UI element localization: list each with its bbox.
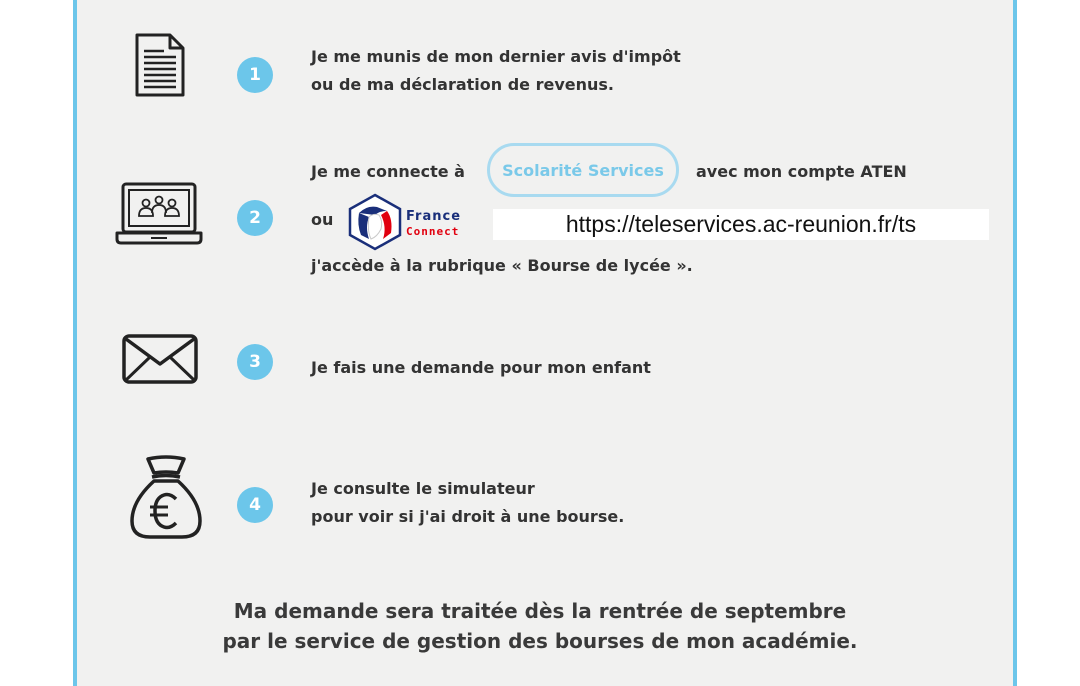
step-1-text-line-2: ou de ma déclaration de revenus. [311,75,614,94]
money-bag-euro-icon [128,455,204,541]
france-connect-word-2: Connect [406,225,460,238]
step-4-text-line-1: Je consulte le simulateur [311,479,535,498]
step-2-text-suffix: avec mon compte ATEN [696,162,907,181]
step-2-or-text: ou [311,210,334,229]
step-3-badge: 3 [237,344,273,380]
laptop-users-icon [115,181,203,247]
france-connect-word-1: France [406,209,462,224]
scolarite-services-link[interactable]: Scolarité Services [487,143,679,197]
envelope-icon [122,334,198,384]
footer-line-1: Ma demande sera traitée dès la rentrée de septembre [233,599,847,623]
footer-line-2: par le service de gestion des bourses de mon académie. [222,629,858,653]
step-2-text-line-3: j'accède à la rubrique « Bourse de lycée ». [311,256,693,275]
step-3-text: Je fais une demande pour mon enfant [311,358,651,377]
step-2-badge: 2 [237,200,273,236]
step-1-text-line-1: Je me munis de mon dernier avis d'impôt [311,47,681,66]
info-panel [73,0,1017,686]
document-icon [134,33,186,97]
step-4-badge: 4 [237,487,273,523]
step-4-text-line-2: pour voir si j'ai droit à une bourse. [311,507,625,526]
france-connect-logo[interactable] [347,193,403,251]
step-2-text-prefix: Je me connecte à [311,162,465,181]
step-1-badge: 1 [237,57,273,93]
teleservices-url[interactable]: https://teleservices.ac-reunion.fr/ts [493,209,989,240]
